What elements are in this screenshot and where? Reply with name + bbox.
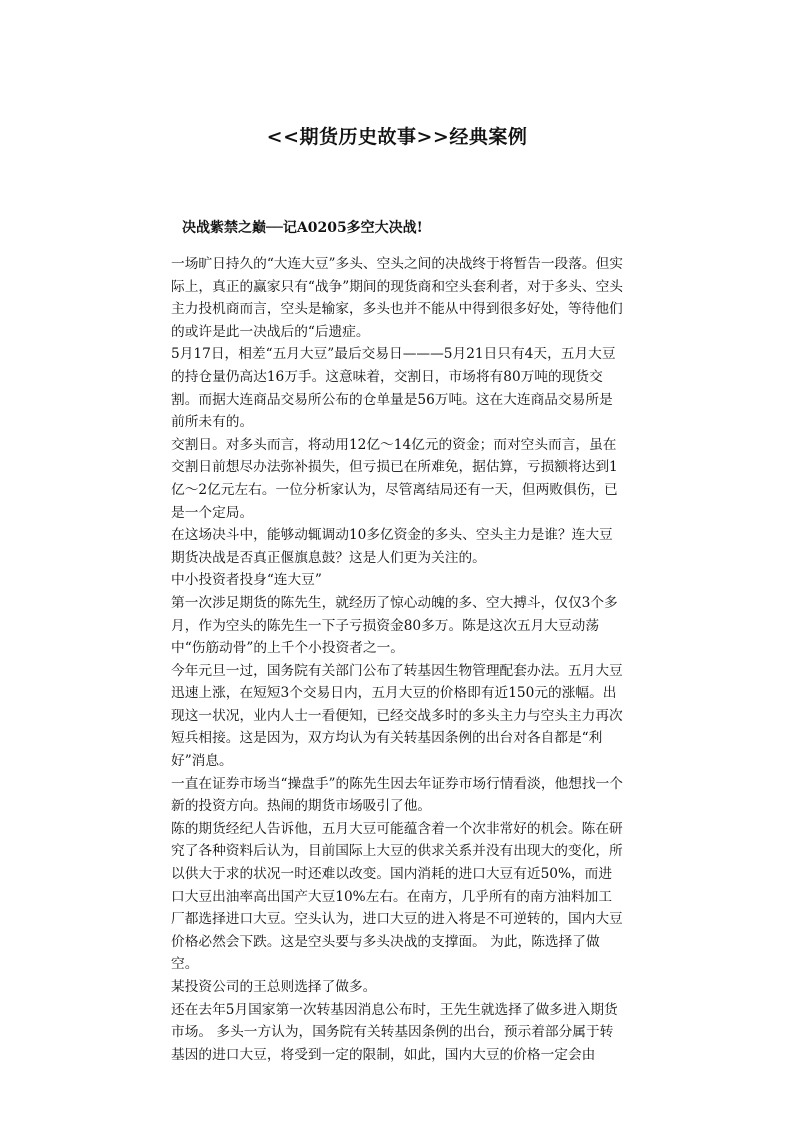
article-body [171,253,623,1066]
paragraph: 某投资公司的王总则选择了做多。 [171,979,377,995]
section-heading: 中小投资者投身“连大豆” [171,572,322,589]
paragraph: 一场旷日持久的“大连大豆”多头、空头之间的决战终于将暂告一段落。但实际上，真正的赢家只有“战争”期间的现货商和空头套利者，对于多头、空头主力投机商而言，空头是输家，多头也并不能从中得到很多好处，等待他们的或许是此一决战后的“后遗症。 [171,256,623,340]
document-title: <<期货历史故事>>经典案例 [266,126,528,148]
paragraph: 今年元旦一过，国务院有关部门公布了转基因生物管理配套办法。五月大豆迅速上涨，在短短3个交易日内，五月大豆的价格即有近150元的涨幅。出现这一状况，业内人士一看便知，已经交战多时的多头主力与空头主力再次短兵相接。这是因为，双方均认为有关转基因条例的出台对各自都是“利好”消息。 [171,662,623,770]
paragraph: 陈的期货经纪人告诉他，五月大豆可能蕴含着一个次非常好的机会。陈在研究了各种资料后认为，目前国际上大豆的供求关系并没有出现大的变化，所以供大于求的状况一时还难以改变。国内消耗的进口大豆有近50%，而进口大豆出油率高出国产大豆10%左右。在南方，几乎所有的南方油料加工厂都选择进口大豆。空头认为，进口大豆的进入将是不可逆转的，国内大豆价格必然会下跌。这是空头要与多头决战的支撑面。 为此，陈选择了做空。 [171,820,623,973]
paragraph: 5月17日，相差“五月大豆”最后交易日———5月21日只有4天，五月大豆的持仓量仍高达16万手。这意味着，交割日，市场将有80万吨的现货交割。而据大连商品交易所公布的仓单量是56万吨。这在大连商品交易所是前所未有的。 [171,346,616,431]
paragraph: 交割日。对多头而言，将动用12亿～14亿元的资金；而对空头而言，虽在交割日前想尽办法弥补损失，但亏损已在所难免，据估算，亏损额将达到1亿～2亿元左右。一位分析家认为，尽管离结局还有一天，但两败俱伤，已是一个定局。 [171,436,618,521]
paragraph: 在这场决斗中，能够动辄调动10多亿资金的多头、空头主力是谁？连大豆期货决战是否真正偃旗息鼓？这是人们更为关注的。 [171,527,613,566]
paragraph: 还在去年5月国家第一次转基因消息公布时，王先生就选择了做多进入期货市场。 多头一方认为，国务院有关转基因条例的出台，预示着部分属于转基因的进口大豆，将受到一定的限制，如此，国内大豆的价格一定会由 [171,1001,618,1063]
paragraph: 第一次涉足期货的陈先生，就经历了惊心动魄的多、空大搏斗，仅仅3个多月，作为空头的陈先生一下子亏损资金80多万。陈是这次五月大豆动荡中“伤筋动骨”的上千个小投资者之一。 [171,594,618,657]
article-subtitle: 决战紫禁之巅──记A0205多空大决战! [182,220,423,236]
paragraph: 一直在证券市场当“操盘手”的陈先生因去年证券市场行情看淡，他想找一个新的投资方向。热闹的期货市场吸引了他。 [171,775,623,815]
